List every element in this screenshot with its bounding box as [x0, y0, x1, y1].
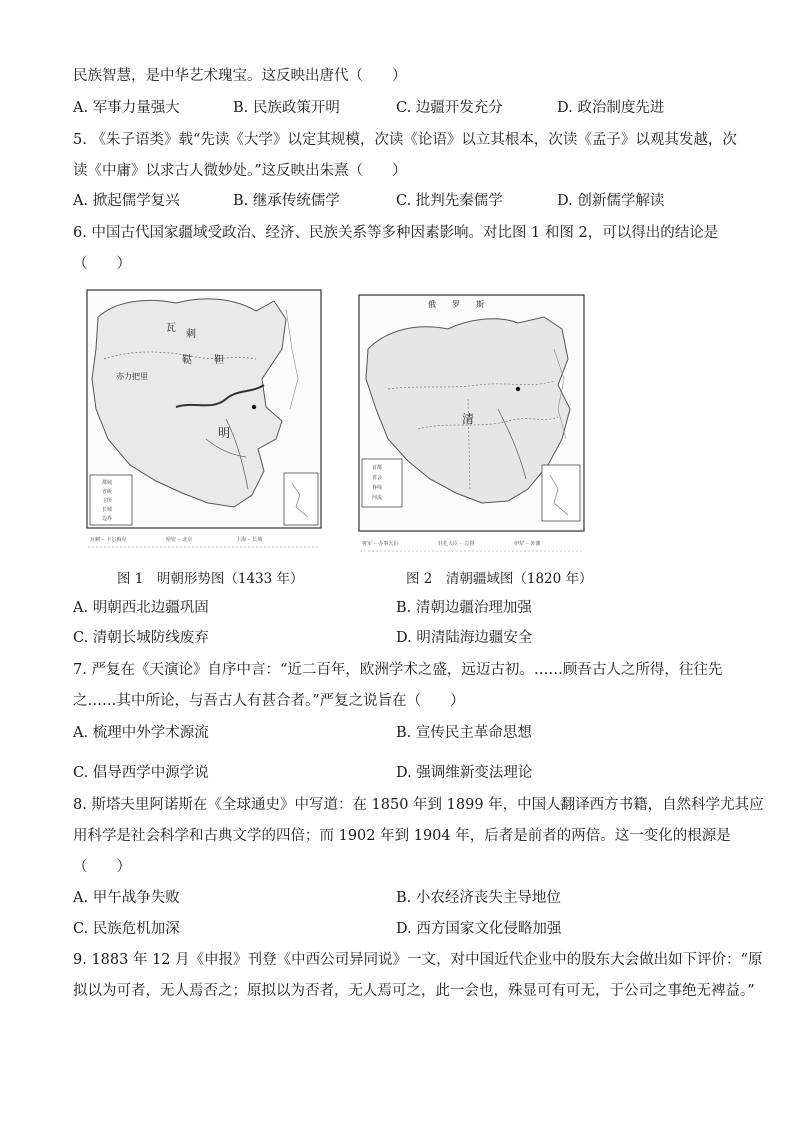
ming-legend-item: 边界	[102, 516, 113, 522]
q5-option-d[interactable]: D. 创新儒学解读	[557, 193, 665, 209]
q4-option-c[interactable]: C. 边疆开发充分	[396, 100, 503, 116]
q6-stem-line2: （ ）	[73, 256, 131, 272]
q8-stem-line3: （ ）	[73, 859, 131, 875]
q8-option-d[interactable]: D. 西方国家文化侵略加强	[396, 921, 562, 937]
fig1-caption: 图 1 明朝形势图（1433 年）	[117, 571, 304, 587]
q6-stem-line1: 6. 中国古代国家疆域受政治、经济、民族关系等多种因素影响。对比图 1 和图 2，可以得出的结论是	[73, 225, 719, 241]
q5-stem-line2: 读《中庸》以求古人微妙处。”这反映出朱熹（ ）	[73, 163, 407, 179]
q6-option-a[interactable]: A. 明朝西北边疆巩固	[73, 600, 209, 616]
ming-map-figure	[86, 289, 322, 561]
q8-option-b[interactable]: B. 小农经济丧失主导地位	[396, 890, 561, 906]
q8-option-a[interactable]: A. 甲午战争失败	[73, 890, 180, 906]
q5-option-a[interactable]: A. 掀起儒学复兴	[73, 193, 180, 209]
qing-label: 罗	[452, 300, 460, 309]
q9-stem-line1: 9. 1883 年 12 月《申报》刊登《中西公司异同说》一文，对中国近代企业中的股东大会做出如下评价：“原	[73, 952, 763, 968]
q7-stem-line1: 7. 严复在《天演论》自序中言：“近二百年，欧洲学术之盛，远迈古初。……顾吾古人之所得，往往先	[73, 662, 723, 678]
q8-stem-line1: 8. 斯塔夫里阿诺斯在《全球通史》中写道：在 1850 年到 1899 年，中国人翻译西方书籍，自然科学尤其应	[73, 797, 764, 813]
q8-options-row2	[73, 919, 733, 939]
ming-capital-marker	[252, 405, 256, 409]
q4-option-b[interactable]: B. 民族政策开明	[233, 100, 340, 116]
qing-map-figure	[358, 289, 588, 561]
ming-bottom-note: 哈密 ·· 北京	[166, 537, 193, 543]
q7-options-row1	[73, 723, 733, 743]
qing-legend-item: 河流	[372, 495, 383, 501]
fig2-caption: 图 2 清朝疆域图（1820 年）	[406, 571, 593, 587]
q7-option-d[interactable]: D. 强调维新变法理论	[396, 765, 533, 781]
q6-options-row2	[73, 628, 733, 648]
qing-inset-box	[542, 465, 580, 521]
ming-label: 靼	[214, 355, 224, 366]
qing-bottom-note: 将军 ·· 办事大臣	[362, 541, 399, 547]
ming-label: 瓦	[166, 323, 176, 334]
ming-label: 亦力把里	[116, 372, 148, 381]
q8-options-row1	[73, 888, 733, 908]
ming-bottom-note: 上海 ·· 长城	[236, 537, 263, 543]
qing-label: 俄	[428, 300, 436, 309]
q6-option-c[interactable]: C. 清朝长城防线废弃	[73, 630, 209, 646]
q7-options-row2	[73, 763, 733, 783]
q6-option-d[interactable]: D. 明清陆海边疆安全	[396, 630, 533, 646]
qing-legend-item: 首都	[372, 465, 383, 471]
q7-stem-line2: 之……其中所论，与吾古人有甚合者。”严复之说旨在（ ）	[73, 693, 465, 709]
qing-legend-item: 界线	[372, 485, 383, 491]
ming-label: 明	[218, 426, 231, 440]
q7-option-c[interactable]: C. 倡导西学中源学说	[73, 765, 209, 781]
ming-inset-box	[284, 473, 318, 525]
q5-option-c[interactable]: C. 批判先秦儒学	[396, 193, 503, 209]
ming-legend-item: 省级	[102, 489, 113, 495]
q5-option-b[interactable]: B. 继承传统儒学	[233, 193, 340, 209]
ming-legend-item: 长城	[102, 507, 113, 513]
qing-bottom-note: 驻扎大臣 ·· 总督	[438, 541, 475, 547]
q6-options-row1	[73, 598, 733, 618]
q7-option-b[interactable]: B. 宣传民主革命思想	[396, 725, 532, 741]
q7-option-a[interactable]: A. 梳理中外学术源流	[73, 725, 209, 741]
q4-option-a[interactable]: A. 军事力量强大	[73, 100, 180, 116]
ming-label: 剌	[186, 329, 196, 340]
ming-legend-item: 都城	[102, 480, 113, 486]
q5-options	[73, 191, 733, 211]
q8-stem-line2: 用科学是社会科学和古典文学的四倍；而 1902 年到 1904 年，后者是前者的两倍。这一变化的根源是	[73, 828, 731, 844]
q9-stem-line2: 拟以为可者，无人焉否之；原拟以为否者，无人焉可之，此一会也，殊显可有可无，于公司之事绝无裨益。”	[73, 983, 755, 999]
q4-options	[73, 98, 733, 118]
q5-stem-line1: 5. 《朱子语类》载“先读《大学》以定其规模，次读《论语》以立其根本，次读《孟子》以观其发越，次	[73, 132, 737, 148]
qing-capital-marker	[516, 387, 520, 391]
q4-option-d[interactable]: D. 政治制度先进	[557, 100, 665, 116]
q4-stem-tail: 民族智慧，是中华艺术瑰宝。这反映出唐代（ ）	[73, 68, 407, 84]
ming-bottom-note: 瓦剌 ·· 卡尔梅克	[90, 537, 127, 543]
qing-bottom-note: 伊犁 ·· 外藩	[514, 541, 541, 547]
ming-legend-item: 卫所	[102, 498, 113, 504]
qing-legend-item: 省会	[372, 475, 383, 481]
q6-option-b[interactable]: B. 清朝边疆治理加强	[396, 600, 532, 616]
qing-label: 清	[462, 412, 475, 426]
qing-label: 斯	[476, 300, 484, 309]
ming-label: 鞑	[182, 355, 192, 366]
q8-option-c[interactable]: C. 民族危机加深	[73, 921, 180, 937]
